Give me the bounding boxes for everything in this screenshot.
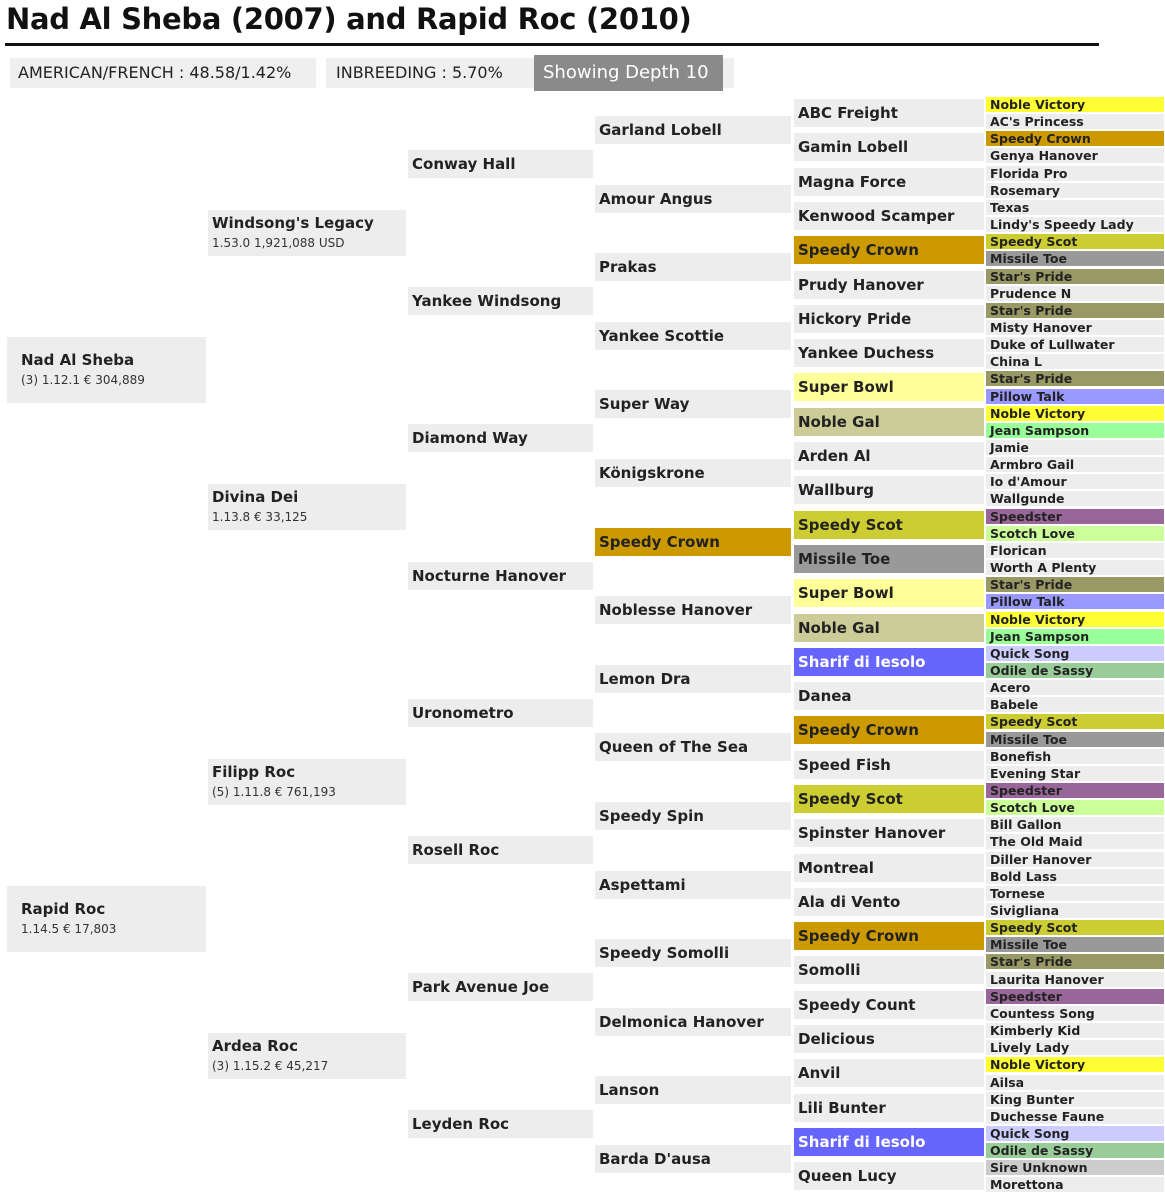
horse-stats: (3) 1.15.2 € 45,217 — [212, 1059, 329, 1073]
horse-entry[interactable] — [986, 920, 1164, 935]
horse-name: Yankee Duchess — [798, 344, 935, 362]
horse-name: Nocturne Hanover — [412, 567, 567, 585]
horse-name: Sire Unknown — [990, 1160, 1088, 1175]
horse-name: Scotch Love — [990, 800, 1075, 815]
horse-name: Morettona — [990, 1177, 1064, 1192]
horse-name: Noble Gal — [798, 619, 880, 637]
horse-entry[interactable] — [986, 457, 1164, 472]
horse-name: Yankee Scottie — [599, 327, 725, 345]
horse-entry[interactable] — [794, 888, 984, 916]
horse-name: Speedy Crown — [798, 721, 919, 739]
horse-entry[interactable] — [408, 836, 593, 864]
horse-entry[interactable] — [794, 716, 984, 744]
horse-name: Florida Pro — [990, 166, 1068, 181]
horse-name: Spinster Hanover — [798, 824, 946, 842]
horse-name: Rapid Roc — [21, 900, 106, 918]
horse-name: Florican — [990, 543, 1047, 558]
horse-stats: 1.14.5 € 17,803 — [21, 922, 117, 936]
horse-name: Ardea Roc — [212, 1037, 299, 1055]
horse-entry[interactable] — [794, 854, 984, 882]
horse-name: Odile de Sassy — [990, 663, 1094, 678]
horse-entry[interactable] — [986, 817, 1164, 832]
horse-name: Speedster — [990, 989, 1062, 1004]
horse-name: Genya Hanover — [990, 148, 1098, 163]
horse-name: Pillow Talk — [990, 389, 1065, 404]
american-french-stat: AMERICAN/FRENCH : 48.58/1.42% — [10, 58, 316, 88]
horse-entry[interactable] — [986, 1075, 1164, 1090]
horse-entry[interactable] — [986, 629, 1164, 644]
horse-entry[interactable] — [986, 680, 1164, 695]
horse-name: Worth A Plenty — [990, 560, 1097, 575]
horse-entry[interactable] — [794, 1094, 984, 1122]
horse-entry[interactable] — [986, 354, 1164, 369]
horse-entry[interactable] — [986, 766, 1164, 781]
horse-entry[interactable] — [986, 1092, 1164, 1107]
depth-button[interactable]: Showing Depth 10 — [534, 55, 723, 91]
horse-name: Star's Pride — [990, 954, 1073, 969]
horse-name: Babele — [990, 697, 1039, 712]
horse-entry[interactable] — [986, 869, 1164, 884]
horse-entry[interactable] — [794, 133, 984, 161]
horse-name: King Bunter — [990, 1092, 1075, 1107]
horse-entry[interactable] — [595, 390, 791, 418]
horse-entry[interactable] — [986, 663, 1164, 678]
horse-name: Super Bowl — [798, 378, 894, 396]
horse-name: AC's Princess — [990, 114, 1084, 129]
horse-entry[interactable] — [986, 337, 1164, 352]
horse-entry[interactable] — [408, 1110, 593, 1138]
horse-name: Speedy Somolli — [599, 944, 730, 962]
horse-name: Aspettami — [599, 876, 686, 894]
horse-name: Noble Victory — [990, 612, 1086, 627]
horse-entry[interactable] — [986, 783, 1164, 798]
horse-name: Kimberly Kid — [990, 1023, 1081, 1038]
horse-entry[interactable] — [208, 759, 406, 805]
horse-name: Gamin Lobell — [798, 138, 909, 156]
horse-entry[interactable] — [794, 373, 984, 401]
horse-name: Filipp Roc — [212, 763, 296, 781]
horse-entry[interactable] — [794, 305, 984, 333]
horse-entry[interactable] — [595, 1008, 791, 1036]
horse-entry[interactable] — [208, 484, 406, 530]
horse-name: Yankee Windsong — [412, 292, 562, 310]
horse-entry[interactable] — [595, 596, 791, 624]
horse-name: Bill Gallon — [990, 817, 1062, 832]
horse-name: Io d'Amour — [990, 474, 1067, 489]
horse-name: Tornese — [990, 886, 1045, 901]
horse-name: Missile Toe — [798, 550, 891, 568]
horse-name: Armbro Gail — [990, 457, 1075, 472]
horse-name: Star's Pride — [990, 269, 1073, 284]
horse-name: Speedster — [990, 509, 1062, 524]
horse-name: Speedy Spin — [599, 807, 704, 825]
horse-entry[interactable] — [986, 474, 1164, 489]
horse-entry[interactable] — [408, 287, 593, 315]
horse-stats: (3) 1.12.1 € 304,889 — [21, 373, 145, 387]
horse-entry[interactable] — [794, 614, 984, 642]
horse-name: Rosemary — [990, 183, 1060, 198]
horse-name: Super Bowl — [798, 584, 894, 602]
horse-name: Arden Al — [798, 447, 871, 465]
horse-entry[interactable] — [986, 1160, 1164, 1175]
horse-entry[interactable] — [408, 150, 593, 178]
horse-name: Prudence N — [990, 286, 1072, 301]
horse-name: Lili Bunter — [798, 1099, 886, 1117]
horse-name: Windsong's Legacy — [212, 214, 374, 232]
horse-entry[interactable] — [986, 114, 1164, 129]
horse-name: Star's Pride — [990, 303, 1073, 318]
horse-name: Somolli — [798, 961, 861, 979]
horse-name: Wallgunde — [990, 491, 1065, 506]
horse-name: Missile Toe — [990, 251, 1067, 266]
horse-name: Quick Song — [990, 646, 1070, 661]
horse-entry[interactable] — [986, 1109, 1164, 1124]
horse-name: Noble Gal — [798, 413, 880, 431]
horse-name: Speedy Scot — [798, 516, 903, 534]
horse-entry[interactable] — [794, 168, 984, 196]
horse-entry[interactable] — [986, 131, 1164, 146]
horse-entry[interactable] — [7, 337, 206, 403]
horse-entry[interactable] — [986, 269, 1164, 284]
horse-entry[interactable] — [595, 1076, 791, 1104]
horse-name: Prakas — [599, 258, 657, 276]
horse-entry[interactable] — [986, 800, 1164, 815]
horse-entry[interactable] — [986, 577, 1164, 592]
horse-entry[interactable] — [794, 956, 984, 984]
horse-name: Evening Star — [990, 766, 1081, 781]
horse-entry[interactable] — [986, 1126, 1164, 1141]
horse-entry[interactable] — [986, 852, 1164, 867]
horse-entry[interactable] — [986, 543, 1164, 558]
horse-entry[interactable] — [986, 491, 1164, 506]
horse-name: Duchesse Faune — [990, 1109, 1105, 1124]
horse-name: Hickory Pride — [798, 310, 912, 328]
horse-entry[interactable] — [986, 148, 1164, 163]
horse-entry[interactable] — [794, 1162, 984, 1190]
horse-name: Delmonica Hanover — [599, 1013, 764, 1031]
horse-name: Speedy Scot — [990, 920, 1078, 935]
horse-entry[interactable] — [794, 785, 984, 813]
horse-name: Ailsa — [990, 1075, 1025, 1090]
page-title: Nad Al Sheba (2007) and Rapid Roc (2010) — [6, 2, 692, 36]
horse-name: Barda D'ausa — [599, 1150, 711, 1168]
horse-name: Star's Pride — [990, 577, 1073, 592]
horse-entry[interactable] — [794, 579, 984, 607]
horse-name: Bold Lass — [990, 869, 1057, 884]
horse-name: ABC Freight — [798, 104, 898, 122]
horse-entry[interactable] — [794, 545, 984, 573]
horse-entry[interactable] — [986, 1057, 1164, 1072]
horse-entry[interactable] — [986, 303, 1164, 318]
horse-name: Noblesse Hanover — [599, 601, 753, 619]
horse-name: Sharif di Iesolo — [798, 653, 926, 671]
horse-entry[interactable] — [794, 339, 984, 367]
horse-name: Anvil — [798, 1064, 841, 1082]
horse-entry[interactable] — [794, 476, 984, 504]
horse-name: Lindy's Speedy Lady — [990, 217, 1134, 232]
horse-entry[interactable] — [986, 749, 1164, 764]
horse-name: Uronometro — [412, 704, 514, 722]
horse-entry[interactable] — [208, 210, 406, 256]
horse-name: Duke of Lullwater — [990, 337, 1115, 352]
horse-entry[interactable] — [986, 251, 1164, 266]
horse-name: Noble Victory — [990, 406, 1086, 421]
horse-name: Sharif di Iesolo — [798, 1133, 926, 1151]
horse-entry[interactable] — [986, 320, 1164, 335]
horse-entry[interactable] — [986, 989, 1164, 1004]
horse-name: Lanson — [599, 1081, 660, 1099]
horse-name: Prudy Hanover — [798, 276, 924, 294]
horse-entry[interactable] — [986, 886, 1164, 901]
horse-entry[interactable] — [794, 991, 984, 1019]
horse-name: Divina Dei — [212, 488, 299, 506]
horse-name: Speedy Scot — [990, 714, 1078, 729]
horse-name: Misty Hanover — [990, 320, 1092, 335]
horse-entry[interactable] — [595, 116, 791, 144]
horse-name: Bonefish — [990, 749, 1052, 764]
horse-entry[interactable] — [595, 733, 791, 761]
horse-name: Queen Lucy — [798, 1167, 897, 1185]
horse-entry[interactable] — [986, 697, 1164, 712]
horse-name: Danea — [798, 687, 852, 705]
horse-entry[interactable] — [595, 939, 791, 967]
horse-entry[interactable] — [595, 185, 791, 213]
horse-entry[interactable] — [986, 1040, 1164, 1055]
horse-name: Magna Force — [798, 173, 907, 191]
horse-name: Rosell Roc — [412, 841, 500, 859]
horse-entry[interactable] — [408, 699, 593, 727]
horse-entry[interactable] — [986, 440, 1164, 455]
title-divider — [5, 43, 1099, 46]
horse-name: Speedster — [990, 783, 1062, 798]
horse-entry[interactable] — [794, 408, 984, 436]
horse-name: Noble Victory — [990, 97, 1086, 112]
horse-name: Noble Victory — [990, 1057, 1086, 1072]
horse-entry[interactable] — [986, 834, 1164, 849]
horse-entry[interactable] — [986, 423, 1164, 438]
horse-entry[interactable] — [794, 271, 984, 299]
horse-name: Jean Sampson — [990, 423, 1090, 438]
horse-entry[interactable] — [794, 1128, 984, 1156]
horse-entry[interactable] — [794, 99, 984, 127]
horse-name: Wallburg — [798, 481, 874, 499]
horse-entry[interactable] — [986, 166, 1164, 181]
horse-entry[interactable] — [794, 682, 984, 710]
horse-name: Odile de Sassy — [990, 1143, 1094, 1158]
horse-name: Scotch Love — [990, 526, 1075, 541]
horse-entry[interactable] — [986, 1143, 1164, 1158]
horse-entry[interactable] — [408, 562, 593, 590]
horse-entry[interactable] — [986, 183, 1164, 198]
horse-entry[interactable] — [595, 322, 791, 350]
horse-entry[interactable] — [986, 594, 1164, 609]
horse-entry[interactable] — [595, 802, 791, 830]
horse-entry[interactable] — [986, 732, 1164, 747]
horse-name: Speedy Crown — [798, 241, 919, 259]
horse-entry[interactable] — [986, 1006, 1164, 1021]
horse-entry[interactable] — [408, 424, 593, 452]
inbreeding-stat: INBREEDING : 5.70% — [326, 58, 734, 88]
horse-entry[interactable] — [986, 200, 1164, 215]
horse-name: Montreal — [798, 859, 874, 877]
horse-name: Texas — [990, 200, 1030, 215]
horse-entry[interactable] — [986, 646, 1164, 661]
horse-entry[interactable] — [595, 253, 791, 281]
horse-entry[interactable] — [986, 371, 1164, 386]
horse-name: The Old Maid — [990, 834, 1083, 849]
horse-stats: 1.13.8 € 33,125 — [212, 510, 308, 524]
horse-name: Quick Song — [990, 1126, 1070, 1141]
horse-entry[interactable] — [986, 612, 1164, 627]
horse-entry[interactable] — [794, 648, 984, 676]
horse-name: Speedy Scot — [798, 790, 903, 808]
horse-entry[interactable] — [986, 526, 1164, 541]
horse-entry[interactable] — [986, 1177, 1164, 1192]
horse-entry[interactable] — [986, 406, 1164, 421]
horse-name: Kenwood Scamper — [798, 207, 955, 225]
horse-name: Speedy Crown — [990, 131, 1091, 146]
horse-entry[interactable] — [986, 509, 1164, 524]
horse-name: Nad Al Sheba — [21, 351, 135, 369]
horse-entry[interactable] — [794, 751, 984, 779]
horse-name: Lively Lady — [990, 1040, 1070, 1055]
horse-entry[interactable] — [986, 972, 1164, 987]
horse-entry[interactable] — [986, 954, 1164, 969]
horse-name: Diamond Way — [412, 429, 528, 447]
horse-entry[interactable] — [794, 922, 984, 950]
horse-entry[interactable] — [794, 1059, 984, 1087]
horse-entry[interactable] — [794, 819, 984, 847]
horse-entry[interactable] — [986, 389, 1164, 404]
horse-entry[interactable] — [794, 236, 984, 264]
horse-name: Jean Sampson — [990, 629, 1090, 644]
horse-name: Laurita Hanover — [990, 972, 1104, 987]
horse-name: Star's Pride — [990, 371, 1073, 386]
horse-entry[interactable] — [794, 202, 984, 230]
horse-entry[interactable] — [986, 217, 1164, 232]
horse-entry[interactable] — [208, 1033, 406, 1079]
horse-entry[interactable] — [986, 234, 1164, 249]
horse-stats: 1.53.0 1,921,088 USD — [212, 236, 345, 250]
horse-entry[interactable] — [408, 973, 593, 1001]
horse-name: Conway Hall — [412, 155, 516, 173]
horse-name: Queen of The Sea — [599, 738, 749, 756]
horse-entry[interactable] — [794, 1025, 984, 1053]
horse-entry[interactable] — [794, 442, 984, 470]
horse-name: Acero — [990, 680, 1031, 695]
horse-name: Sivigliana — [990, 903, 1060, 918]
horse-entry[interactable] — [986, 97, 1164, 112]
horse-name: Speed Fish — [798, 756, 891, 774]
horse-entry[interactable] — [595, 528, 791, 556]
horse-name: Delicious — [798, 1030, 875, 1048]
horse-entry[interactable] — [7, 886, 206, 952]
horse-name: Amour Angus — [599, 190, 713, 208]
horse-entry[interactable] — [595, 459, 791, 487]
horse-name: Speedy Crown — [798, 927, 919, 945]
horse-name: Diller Hanover — [990, 852, 1092, 867]
horse-entry[interactable] — [986, 937, 1164, 952]
horse-entry[interactable] — [595, 871, 791, 899]
horse-entry[interactable] — [986, 560, 1164, 575]
horse-name: Super Way — [599, 395, 690, 413]
horse-entry[interactable] — [986, 286, 1164, 301]
horse-name: Park Avenue Joe — [412, 978, 550, 996]
horse-entry[interactable] — [595, 665, 791, 693]
horse-name: Pillow Talk — [990, 594, 1065, 609]
horse-name: China L — [990, 354, 1043, 369]
horse-stats: (5) 1.11.8 € 761,193 — [212, 785, 336, 799]
horse-name: Missile Toe — [990, 732, 1067, 747]
horse-name: Lemon Dra — [599, 670, 691, 688]
horse-name: Jamie — [990, 440, 1029, 455]
horse-name: Speedy Scot — [990, 234, 1078, 249]
horse-name: Speedy Count — [798, 996, 916, 1014]
horse-name: Garland Lobell — [599, 121, 722, 139]
horse-entry[interactable] — [794, 511, 984, 539]
horse-entry[interactable] — [986, 903, 1164, 918]
horse-name: Speedy Crown — [599, 533, 720, 551]
horse-entry[interactable] — [986, 714, 1164, 729]
horse-name: Leyden Roc — [412, 1115, 510, 1133]
horse-name: Countess Song — [990, 1006, 1095, 1021]
horse-name: Missile Toe — [990, 937, 1067, 952]
horse-entry[interactable] — [595, 1145, 791, 1173]
horse-entry[interactable] — [986, 1023, 1164, 1038]
horse-name: Königskrone — [599, 464, 705, 482]
horse-name: Ala di Vento — [798, 893, 901, 911]
